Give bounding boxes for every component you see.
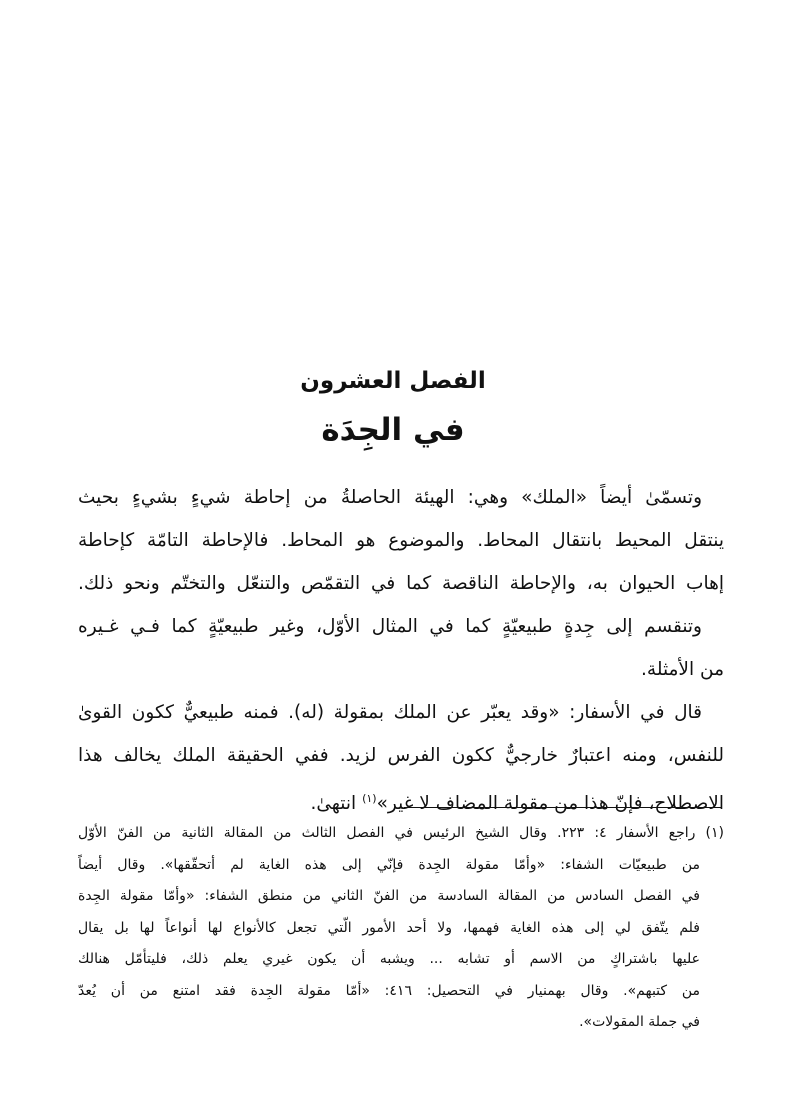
footnote-line: من كتبهم». وقال بهمنيار في التحصيل: ٤١٦: «أمّا مقولة الجِدة فقد امتنع من أن يُعدّ xyxy=(78,982,700,999)
footnote-line: في جملة المقولات». xyxy=(579,1014,700,1030)
footnote-line: فلم يتّفق لي إلى هذه الغاية فهمها، ولا أحد الأمور الّتي تجعل كالأنواع لها أنواعاً لها بل يقال xyxy=(78,919,700,936)
text-line xyxy=(78,777,724,820)
section-title: في الجِدَة xyxy=(321,412,465,448)
text-line: وتنقسم إلى جِدةٍ طبيعيّةٍ كما في المثال الأوّل، وغير طبيعيّةٍ كما فـي غـيره xyxy=(78,616,702,637)
footnote-line: في الفصل السادس من المقالة السادسة من الفنّ الثاني من منطق الشفاء: «وأمّا مقولة الجِدة xyxy=(78,888,700,904)
text-line: ينتقل المحيط بانتقال المحاط. والموضوع هو المحاط. فالإحاطة التامّة كإحاطة xyxy=(78,530,724,551)
main-text xyxy=(78,476,724,820)
footnote-reference[interactable]: (١) xyxy=(362,792,377,805)
footnotes xyxy=(78,818,724,1039)
text-line: قال في الأسفار: «وقد يعبّر عن الملك بمقولة (له). فمنه طبيعيٌّ ككون القوىٰ xyxy=(78,702,702,723)
footnote-separator xyxy=(404,807,722,808)
chapter-title: الفصل العشرون xyxy=(300,368,486,394)
text-line: وتسمّىٰ أيضاً «الملك» وهي: الهيئة الحاصلةُ من إحاطة شيءٍ بشيءٍ بحيث xyxy=(78,487,702,508)
footnote-line: من طبيعيّات الشفاء: «وأمّا مقولة الجِدة فإنّي إلى هذه الغاية لم أتحقّقها». وقال أيضاً xyxy=(78,856,700,873)
footnote-line: (١) راجع الأسفار ٤: ٢٢٣. وقال الشيخ الرئيس في الفصل الثالث من المقالة الثانية من الفنّ الأوّل xyxy=(78,825,725,841)
text-segment: انتهىٰ. xyxy=(310,793,357,815)
text-line: إهاب الحيوان به، والإحاطة الناقصة كما في التقمّص والتنعّل والتختّم ونحو ذلك. xyxy=(78,573,724,594)
text-line: للنفس، ومنه اعتبارٌ خارجيٌّ ككون الفرس لزيد. ففي الحقيقة الملك يخالف هذا xyxy=(78,745,724,766)
text-segment: الاصطلاح، فإنّ هذا من مقولة المضاف لا غير» xyxy=(376,793,724,815)
footnote-line: عليها باشتراكٍ من الاسم أو تشابه ... ويشبه أن يكون غيري يعلم ذلك، فليتأمّل هنالك xyxy=(78,951,700,967)
text-line: من الأمثلة. xyxy=(641,659,724,680)
